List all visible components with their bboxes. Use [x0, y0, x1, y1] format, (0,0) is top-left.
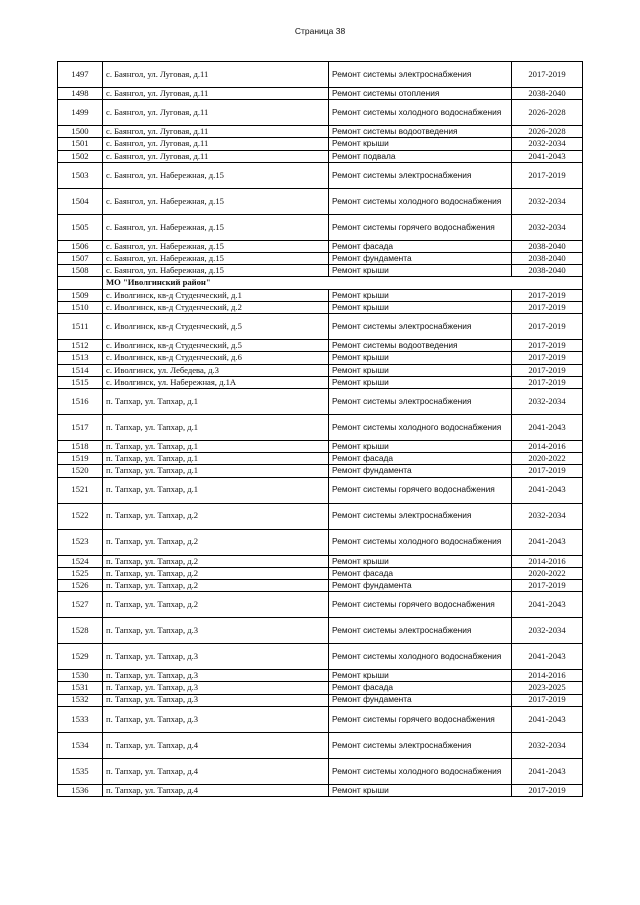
- row-number: 1521: [58, 477, 103, 503]
- row-work-type: Ремонт крыши: [329, 555, 512, 567]
- row-period: 2017-2019: [512, 579, 583, 591]
- row-address: п. Тапхар, ул. Тапхар, д.3: [103, 694, 329, 706]
- row-period: 2041-2043: [512, 706, 583, 732]
- row-period: 2017-2019: [512, 465, 583, 477]
- row-work-type: Ремонт фасада: [329, 682, 512, 694]
- section-row: [58, 277, 583, 290]
- table-row: [58, 415, 583, 441]
- row-address: с. Иволгинск, кв-д Студенческий, д.6: [103, 352, 329, 364]
- table-row: [58, 784, 583, 796]
- row-address: п. Тапхар, ул. Тапхар, д.2: [103, 503, 329, 529]
- section-title: МО "Иволгинский район": [103, 277, 583, 290]
- row-address: п. Тапхар, ул. Тапхар, д.1: [103, 465, 329, 477]
- row-work-type: Ремонт системы водоотведения: [329, 126, 512, 138]
- table-row: [58, 265, 583, 277]
- row-work-type: Ремонт крыши: [329, 364, 512, 376]
- row-number: 1504: [58, 188, 103, 214]
- row-period: 2014-2016: [512, 555, 583, 567]
- row-period: 2038-2040: [512, 88, 583, 100]
- row-work-type: Ремонт подвала: [329, 150, 512, 162]
- row-work-type: Ремонт системы электроснабжения: [329, 162, 512, 188]
- row-work-type: Ремонт фундамента: [329, 465, 512, 477]
- row-work-type: Ремонт фундамента: [329, 694, 512, 706]
- table-row: [58, 240, 583, 252]
- row-period: 2041-2043: [512, 529, 583, 555]
- row-number: 1535: [58, 758, 103, 784]
- table-row: [58, 682, 583, 694]
- row-number: 1533: [58, 706, 103, 732]
- row-address: п. Тапхар, ул. Тапхар, д.4: [103, 732, 329, 758]
- section-num-cell: [58, 277, 103, 290]
- row-number: 1526: [58, 579, 103, 591]
- table-row: [58, 100, 583, 126]
- row-number: 1501: [58, 138, 103, 150]
- row-number: 1524: [58, 555, 103, 567]
- row-number: 1506: [58, 240, 103, 252]
- table-row: [58, 314, 583, 340]
- row-work-type: Ремонт системы электроснабжения: [329, 503, 512, 529]
- row-number: 1505: [58, 214, 103, 240]
- row-number: 1519: [58, 453, 103, 465]
- row-address: с. Баянгол, ул. Набережная, д.15: [103, 162, 329, 188]
- table-row: [58, 618, 583, 644]
- row-period: 2032-2034: [512, 503, 583, 529]
- row-period: 2017-2019: [512, 694, 583, 706]
- row-number: 1517: [58, 415, 103, 441]
- row-address: с. Иволгинск, ул. Лебедева, д.3: [103, 364, 329, 376]
- row-work-type: Ремонт системы электроснабжения: [329, 732, 512, 758]
- row-period: 2032-2034: [512, 389, 583, 415]
- table-row: [58, 694, 583, 706]
- row-work-type: Ремонт фасада: [329, 240, 512, 252]
- row-work-type: Ремонт системы горячего водоснабжения: [329, 706, 512, 732]
- row-number: 1518: [58, 441, 103, 453]
- row-address: с. Баянгол, ул. Луговая, д.11: [103, 126, 329, 138]
- row-number: 1530: [58, 670, 103, 682]
- row-period: 2017-2019: [512, 376, 583, 388]
- row-work-type: Ремонт системы горячего водоснабжения: [329, 477, 512, 503]
- row-work-type: Ремонт системы электроснабжения: [329, 314, 512, 340]
- row-number: 1520: [58, 465, 103, 477]
- table-row: [58, 150, 583, 162]
- row-work-type: Ремонт фасада: [329, 567, 512, 579]
- table-row: [58, 214, 583, 240]
- row-address: п. Тапхар, ул. Тапхар, д.4: [103, 784, 329, 796]
- row-address: с. Баянгол, ул. Луговая, д.11: [103, 138, 329, 150]
- row-address: с. Баянгол, ул. Луговая, д.11: [103, 100, 329, 126]
- row-work-type: Ремонт крыши: [329, 784, 512, 796]
- table-row: [58, 503, 583, 529]
- row-work-type: Ремонт системы горячего водоснабжения: [329, 592, 512, 618]
- row-address: п. Тапхар, ул. Тапхар, д.2: [103, 529, 329, 555]
- row-address: с. Баянгол, ул. Луговая, д.11: [103, 150, 329, 162]
- row-work-type: Ремонт крыши: [329, 441, 512, 453]
- row-work-type: Ремонт крыши: [329, 302, 512, 314]
- row-work-type: Ремонт системы горячего водоснабжения: [329, 214, 512, 240]
- row-number: 1511: [58, 314, 103, 340]
- row-work-type: Ремонт крыши: [329, 352, 512, 364]
- row-address: п. Тапхар, ул. Тапхар, д.1: [103, 477, 329, 503]
- row-period: 2020-2022: [512, 453, 583, 465]
- table-row: [58, 364, 583, 376]
- row-number: 1523: [58, 529, 103, 555]
- table-row: [58, 162, 583, 188]
- row-period: 2023-2025: [512, 682, 583, 694]
- row-number: 1513: [58, 352, 103, 364]
- row-period: 2032-2034: [512, 618, 583, 644]
- row-work-type: Ремонт системы электроснабжения: [329, 62, 512, 88]
- row-work-type: Ремонт фундамента: [329, 252, 512, 264]
- row-address: п. Тапхар, ул. Тапхар, д.1: [103, 441, 329, 453]
- row-number: 1529: [58, 644, 103, 670]
- table-row: [58, 62, 583, 88]
- row-address: п. Тапхар, ул. Тапхар, д.2: [103, 567, 329, 579]
- row-work-type: Ремонт системы электроснабжения: [329, 618, 512, 644]
- row-period: 2032-2034: [512, 214, 583, 240]
- row-work-type: Ремонт системы отопления: [329, 88, 512, 100]
- row-period: 2041-2043: [512, 758, 583, 784]
- table-row: [58, 644, 583, 670]
- row-address: с. Баянгол, ул. Набережная, д.15: [103, 188, 329, 214]
- row-period: 2017-2019: [512, 302, 583, 314]
- row-period: 2020-2022: [512, 567, 583, 579]
- row-address: п. Тапхар, ул. Тапхар, д.2: [103, 592, 329, 618]
- row-work-type: Ремонт системы холодного водоснабжения: [329, 644, 512, 670]
- row-number: 1502: [58, 150, 103, 162]
- row-address: п. Тапхар, ул. Тапхар, д.2: [103, 555, 329, 567]
- row-work-type: Ремонт крыши: [329, 670, 512, 682]
- row-address: п. Тапхар, ул. Тапхар, д.4: [103, 758, 329, 784]
- row-number: 1507: [58, 252, 103, 264]
- row-number: 1503: [58, 162, 103, 188]
- row-address: п. Тапхар, ул. Тапхар, д.3: [103, 618, 329, 644]
- row-number: 1510: [58, 302, 103, 314]
- row-address: п. Тапхар, ул. Тапхар, д.1: [103, 389, 329, 415]
- row-work-type: Ремонт фасада: [329, 453, 512, 465]
- row-address: п. Тапхар, ул. Тапхар, д.1: [103, 415, 329, 441]
- row-number: 1522: [58, 503, 103, 529]
- row-period: 2038-2040: [512, 252, 583, 264]
- row-period: 2014-2016: [512, 670, 583, 682]
- table-row: [58, 453, 583, 465]
- row-period: 2017-2019: [512, 340, 583, 352]
- row-address: с. Баянгол, ул. Луговая, д.11: [103, 88, 329, 100]
- row-work-type: Ремонт фундамента: [329, 579, 512, 591]
- row-number: 1532: [58, 694, 103, 706]
- row-period: 2041-2043: [512, 150, 583, 162]
- row-work-type: Ремонт системы холодного водоснабжения: [329, 415, 512, 441]
- row-period: 2038-2040: [512, 240, 583, 252]
- row-address: п. Тапхар, ул. Тапхар, д.3: [103, 706, 329, 732]
- table-row: [58, 88, 583, 100]
- row-work-type: Ремонт системы электроснабжения: [329, 389, 512, 415]
- row-work-type: Ремонт крыши: [329, 265, 512, 277]
- table-row: [58, 555, 583, 567]
- row-period: 2014-2016: [512, 441, 583, 453]
- row-work-type: Ремонт системы водоотведения: [329, 340, 512, 352]
- row-period: 2032-2034: [512, 188, 583, 214]
- row-number: 1499: [58, 100, 103, 126]
- row-period: 2017-2019: [512, 62, 583, 88]
- table-row: [58, 126, 583, 138]
- row-address: п. Тапхар, ул. Тапхар, д.3: [103, 670, 329, 682]
- table-row: [58, 477, 583, 503]
- row-work-type: Ремонт крыши: [329, 289, 512, 301]
- row-number: 1508: [58, 265, 103, 277]
- row-period: 2026-2028: [512, 100, 583, 126]
- row-work-type: Ремонт системы холодного водоснабжения: [329, 188, 512, 214]
- row-period: 2041-2043: [512, 644, 583, 670]
- row-address: с. Баянгол, ул. Набережная, д.15: [103, 240, 329, 252]
- row-address: п. Тапхар, ул. Тапхар, д.3: [103, 644, 329, 670]
- row-address: с. Баянгол, ул. Набережная, д.15: [103, 214, 329, 240]
- row-work-type: Ремонт крыши: [329, 376, 512, 388]
- table-row: [58, 352, 583, 364]
- row-number: 1515: [58, 376, 103, 388]
- row-period: 2041-2043: [512, 477, 583, 503]
- row-work-type: Ремонт системы холодного водоснабжения: [329, 758, 512, 784]
- table-row: [58, 340, 583, 352]
- table-row: [58, 138, 583, 150]
- row-period: 2017-2019: [512, 314, 583, 340]
- table-row: [58, 188, 583, 214]
- row-number: 1514: [58, 364, 103, 376]
- row-period: 2032-2034: [512, 732, 583, 758]
- row-number: 1531: [58, 682, 103, 694]
- row-number: 1509: [58, 289, 103, 301]
- row-period: 2026-2028: [512, 126, 583, 138]
- table-row: [58, 376, 583, 388]
- row-address: с. Иволгинск, кв-д Студенческий, д.5: [103, 314, 329, 340]
- row-work-type: Ремонт системы холодного водоснабжения: [329, 529, 512, 555]
- row-number: 1534: [58, 732, 103, 758]
- row-work-type: Ремонт системы холодного водоснабжения: [329, 100, 512, 126]
- repair-schedule-table: [57, 61, 583, 797]
- table-row: [58, 592, 583, 618]
- row-number: 1525: [58, 567, 103, 579]
- row-period: 2041-2043: [512, 415, 583, 441]
- table-row: [58, 670, 583, 682]
- page-header: Страница 38: [294, 26, 346, 36]
- table-row: [58, 706, 583, 732]
- table-row: [58, 732, 583, 758]
- row-address: п. Тапхар, ул. Тапхар, д.3: [103, 682, 329, 694]
- row-period: 2017-2019: [512, 289, 583, 301]
- row-number: 1516: [58, 389, 103, 415]
- row-number: 1536: [58, 784, 103, 796]
- row-number: 1512: [58, 340, 103, 352]
- table-row: [58, 529, 583, 555]
- row-address: п. Тапхар, ул. Тапхар, д.2: [103, 579, 329, 591]
- table-body: [58, 62, 583, 797]
- row-address: с. Иволгинск, кв-д Студенческий, д.2: [103, 302, 329, 314]
- table-row: [58, 252, 583, 264]
- row-address: с. Иволгинск, кв-д Студенческий, д.5: [103, 340, 329, 352]
- row-number: 1500: [58, 126, 103, 138]
- row-number: 1498: [58, 88, 103, 100]
- row-address: п. Тапхар, ул. Тапхар, д.1: [103, 453, 329, 465]
- table-row: [58, 579, 583, 591]
- row-period: 2017-2019: [512, 162, 583, 188]
- row-period: 2017-2019: [512, 352, 583, 364]
- row-period: 2017-2019: [512, 784, 583, 796]
- row-period: 2032-2034: [512, 138, 583, 150]
- row-address: с. Иволгинск, ул. Набережная, д.1А: [103, 376, 329, 388]
- row-number: 1528: [58, 618, 103, 644]
- row-work-type: Ремонт крыши: [329, 138, 512, 150]
- row-number: 1497: [58, 62, 103, 88]
- row-number: 1527: [58, 592, 103, 618]
- row-address: с. Баянгол, ул. Набережная, д.15: [103, 252, 329, 264]
- row-address: с. Баянгол, ул. Луговая, д.11: [103, 62, 329, 88]
- table-row: [58, 465, 583, 477]
- table-row: [58, 389, 583, 415]
- row-period: 2017-2019: [512, 364, 583, 376]
- row-period: 2041-2043: [512, 592, 583, 618]
- table-row: [58, 289, 583, 301]
- row-address: с. Баянгол, ул. Набережная, д.15: [103, 265, 329, 277]
- row-period: 2038-2040: [512, 265, 583, 277]
- table-row: [58, 302, 583, 314]
- table-row: [58, 758, 583, 784]
- table-row: [58, 441, 583, 453]
- row-address: с. Иволгинск, кв-д Студенческий, д.1: [103, 289, 329, 301]
- table-row: [58, 567, 583, 579]
